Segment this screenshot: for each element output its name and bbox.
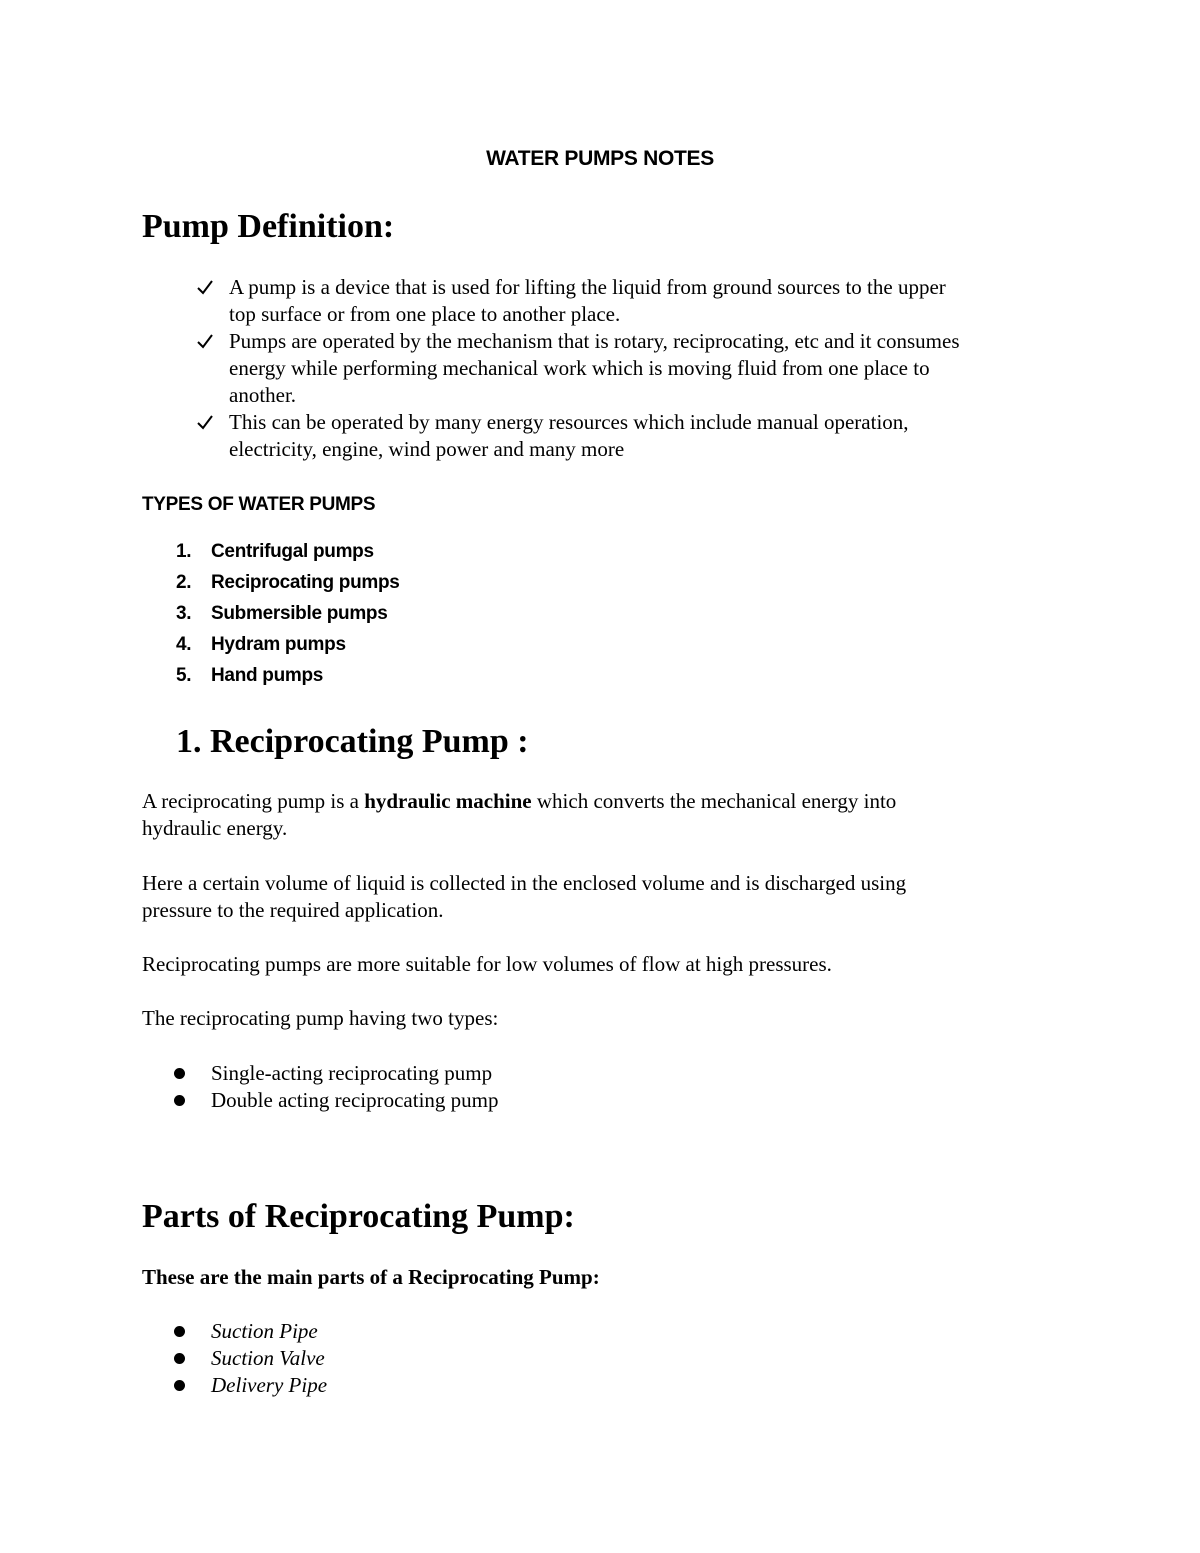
- reciprocating-type-item: Double acting reciprocating pump: [211, 1088, 499, 1112]
- reciprocating-para-3: Reciprocating pumps are more suitable for low volumes of flow at high pressures.: [142, 952, 832, 976]
- types-heading: TYPES OF WATER PUMPS: [142, 494, 376, 515]
- definition-item-2-line-3: another.: [229, 383, 297, 407]
- pump-type-item: Hydram pumps: [211, 634, 346, 655]
- list-number: 2.: [176, 572, 192, 593]
- reciprocating-para-2-line-1: Here a certain volume of liquid is collected in the enclosed volume and is discharged using: [142, 871, 907, 895]
- bullet-icon: [174, 1353, 185, 1364]
- bullet-icon: [174, 1068, 185, 1079]
- definition-item-3-line-2: electricity, engine, wind power and many more: [229, 437, 625, 461]
- reciprocating-type-item: Single-acting reciprocating pump: [211, 1061, 493, 1085]
- reciprocating-para-1-line-2: hydraulic energy.: [142, 816, 288, 840]
- part-item: Suction Pipe: [211, 1319, 318, 1343]
- reciprocating-para-2-line-2: pressure to the required application.: [142, 898, 444, 922]
- bullet-icon: [174, 1095, 185, 1106]
- pump-type-item: Submersible pumps: [211, 603, 388, 624]
- definition-item-1-line-2: top surface or from one place to another place.: [229, 302, 621, 326]
- definition-item-1-line-1: A pump is a device that is used for lifting the liquid from ground sources to the upper: [229, 275, 946, 299]
- reciprocating-para-4: The reciprocating pump having two types:: [142, 1006, 499, 1030]
- bullet-icon: [174, 1380, 185, 1391]
- definition-heading: Pump Definition:: [142, 208, 395, 245]
- parts-heading: Parts of Reciprocating Pump:: [142, 1198, 575, 1235]
- reciprocating-heading: 1. Reciprocating Pump :: [176, 723, 529, 760]
- reciprocating-para-1-line-1: A reciprocating pump is a hydraulic machine which converts the mechanical energy into: [142, 789, 897, 813]
- list-number: 3.: [176, 603, 192, 624]
- pump-type-item: Hand pumps: [211, 665, 324, 686]
- list-number: 5.: [176, 665, 192, 686]
- pump-type-item: Centrifugal pumps: [211, 541, 374, 562]
- list-number: 4.: [176, 634, 192, 655]
- definition-item-3-line-1: This can be operated by many energy resources which include manual operation,: [229, 410, 909, 434]
- pump-type-item: Reciprocating pumps: [211, 572, 400, 593]
- bullet-icon: [174, 1326, 185, 1337]
- check-icon: [196, 279, 214, 297]
- parts-intro: These are the main parts of a Reciprocating Pump:: [142, 1265, 600, 1289]
- part-item: Delivery Pipe: [211, 1373, 328, 1397]
- check-icon: [196, 333, 214, 351]
- list-number: 1.: [176, 541, 192, 562]
- definition-item-2-line-2: energy while performing mechanical work which is moving fluid from one place to: [229, 356, 930, 380]
- definition-item-2-line-1: Pumps are operated by the mechanism that is rotary, reciprocating, etc and it consumes: [229, 329, 960, 353]
- check-icon: [196, 414, 214, 432]
- document-title: WATER PUMPS NOTES: [486, 147, 714, 170]
- part-item: Suction Valve: [211, 1346, 325, 1370]
